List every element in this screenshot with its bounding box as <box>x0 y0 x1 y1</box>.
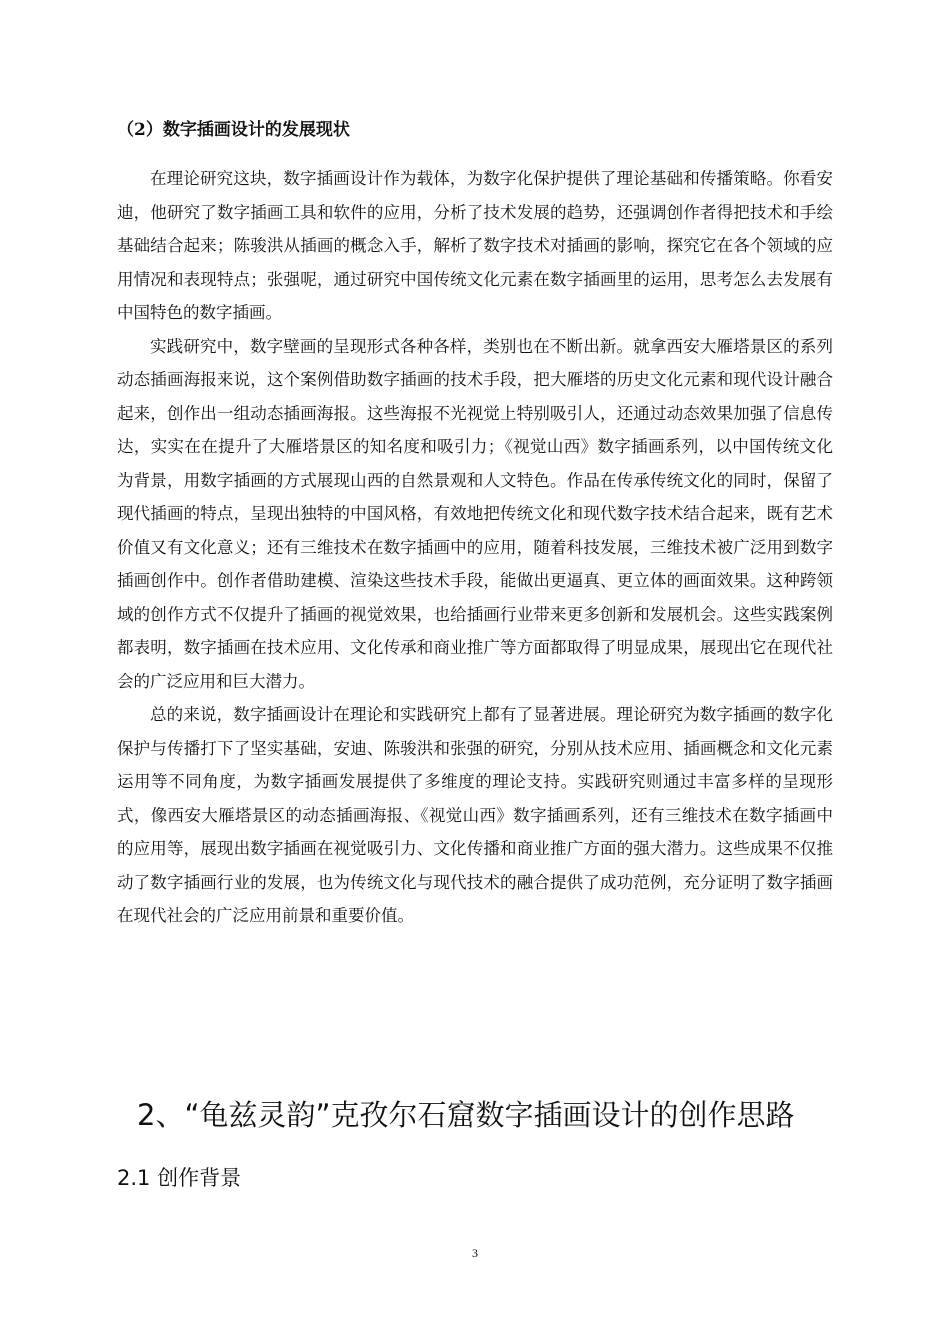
chapter-heading: 2、“龟兹灵韵”克孜尔石窟数字插画设计的创作思路 <box>137 1098 795 1132</box>
subsection-heading: （2）数字插画设计的发展现状 <box>117 120 350 140</box>
paragraph-practice: 实践研究中，数字壁画的呈现形式各种各样，类别也在不断出新。就拿西安大雁塔景区的系列动态插画海报来说，这个案例借助数字插画的技术手段，把大雁塔的历史文化元素和现代设计融合起来，创作出一组动态插画海报。这些海报不光视觉上特别吸引人，还通过动态效果加强了信息传达，实实在在提升了大雁塔景区的知名度和吸引力；《视觉山西》数字插画系列，以中国传统文化为背景，用数字插画的方式展现山西的自然景观和人文特色。作品在传承传统文化的同时，保留了现代插画的特点，呈现出独特的中国风格，有效地把传统文化和现代数字技术结合起来，既有艺术价值又有文化意义；还有三维技术在数字插画中的应用，随着科技发展，三维技术被广泛用到数字插画创作中。创作者借助建模、渲染这些技术手段，能做出更逼真、更立体的画面效果。这种跨领域的创作方式不仅提升了插画的视觉效果，也给插画行业带来更多创新和发展机会。这些实践案例都表明，数字插画在技术应用、文化传承和商业推广等方面都取得了明显成果，展现出它在现代社会的广泛应用和巨大潜力。 <box>117 336 833 691</box>
body-text <box>117 162 833 933</box>
section-heading: 2.1 创作背景 <box>117 1166 242 1190</box>
paragraph-theory: 在理论研究这块，数字插画设计作为载体，为数字化保护提供了理论基础和传播策略。你看安迪，他研究了数字插画工具和软件的应用，分析了技术发展的趋势，还强调创作者得把技术和手绘基础结合起来；陈骏洪从插画的概念入手，解析了数字技术对插画的影响，探究它在各个领域的应用情况和表现特点；张强呢，通过研究中国传统文化元素在数字插画里的运用，思考怎么去发展有中国特色的数字插画。 <box>117 169 833 322</box>
paragraph-summary: 总的来说，数字插画设计在理论和实践研究上都有了显著进展。理论研究为数字插画的数字化保护与传播打下了坚实基础，安迪、陈骏洪和张强的研究，分别从技术应用、插画概念和文化元素运用等不同角度，为数字插画发展提供了多维度的理论支持。实践研究则通过丰富多样的呈现形式，像西安大雁塔景区的动态插画海报、《视觉山西》数字插画系列，还有三维技术在数字插画中的应用等，展现出数字插画在视觉吸引力、文化传播和商业推广方面的强大潜力。这些成果不仅推动了数字插画行业的发展，也为传统文化与现代技术的融合提供了成功范例，充分证明了数字插画在现代社会的广泛应用前景和重要价值。 <box>117 705 833 925</box>
page-number: 3 <box>472 1246 478 1260</box>
